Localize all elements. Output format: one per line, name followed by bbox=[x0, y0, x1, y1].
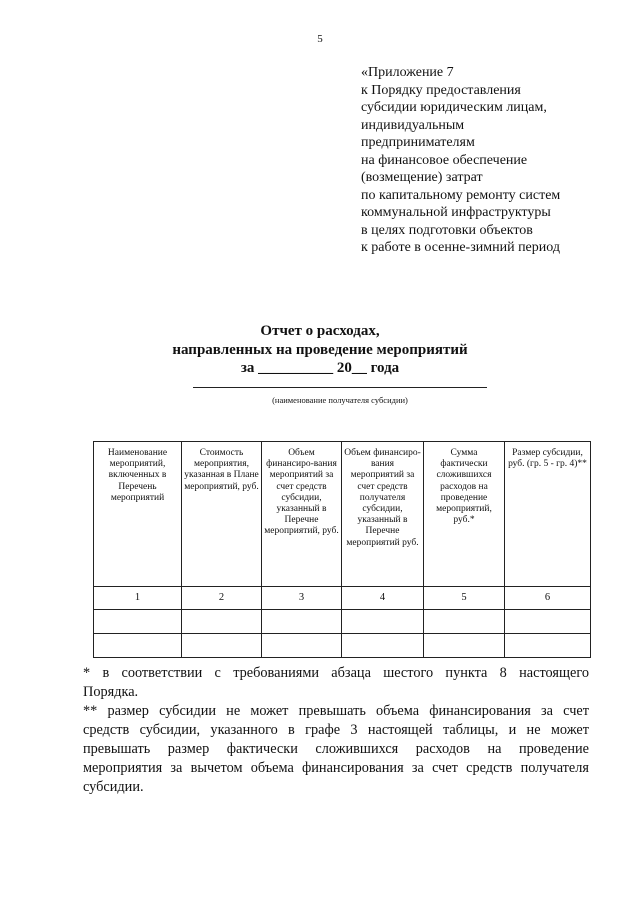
recipient-caption: (наименование получателя субсидии) bbox=[272, 395, 408, 405]
appendix-line: к Порядку предоставления bbox=[361, 82, 521, 98]
table-row bbox=[94, 634, 591, 658]
footnote-1-line: Порядка. bbox=[83, 684, 139, 700]
appendix-line: к работе в осенне-зимний период bbox=[361, 240, 560, 255]
header-cell: Сумма фактически сложившихся расходов на проведение мероприятий, руб.* bbox=[424, 442, 505, 587]
empty-cell bbox=[182, 634, 262, 658]
header-cell: Объем финансиро-вания мероприятий за счет средств субсидии, указанный в Перечне мероприятий, руб. bbox=[262, 442, 342, 587]
appendix-line: коммунальной инфраструктуры bbox=[361, 205, 551, 220]
title-line-3: за __________ 20__ года bbox=[240, 360, 400, 376]
recipient-underline bbox=[193, 387, 487, 388]
page-number: 5 bbox=[317, 33, 323, 45]
appendix-line: (возмещение) затрат bbox=[361, 170, 483, 185]
column-number: 1 bbox=[94, 587, 182, 610]
footnote-2-line: средств субсидии, указанного в графе 3 настоящей таблицы, и не может bbox=[83, 722, 589, 738]
appendix-header bbox=[361, 64, 621, 257]
appendix-line: индивидуальным bbox=[361, 117, 465, 133]
footnote-2-line: субсидии. bbox=[83, 779, 144, 795]
empty-cell bbox=[424, 634, 505, 658]
appendix-line: субсидии юридическим лицам, bbox=[361, 100, 547, 115]
header-cell: Наименование мероприятий, включенных в Перечень мероприятий bbox=[94, 442, 182, 587]
title-line-2: направленных на проведение мероприятий bbox=[172, 341, 468, 358]
footnote-2-line: ** размер субсидии не может превышать объема финансирования за счет bbox=[83, 703, 589, 719]
header-cell: Размер субсидии, руб. (гр. 5 - гр. 4)** bbox=[505, 442, 591, 587]
empty-cell bbox=[182, 610, 262, 634]
column-number: 2 bbox=[182, 587, 262, 610]
footnotes bbox=[83, 664, 589, 797]
appendix-line: на финансовое обеспечение bbox=[361, 152, 528, 168]
table-header-row bbox=[94, 442, 591, 587]
column-number: 4 bbox=[342, 587, 424, 610]
column-number: 6 bbox=[505, 587, 591, 610]
title-line-1: Отчет о расходах, bbox=[260, 323, 380, 339]
footnote-2-line: мероприятия за вычетом объема финансирования за счет средств получателя bbox=[83, 760, 589, 776]
header-cell: Стоимость мероприятия, указанная в Плане мероприятий, руб. bbox=[182, 442, 262, 587]
empty-cell bbox=[94, 634, 182, 658]
appendix-line: «Приложение 7 bbox=[361, 65, 454, 80]
empty-cell bbox=[342, 634, 424, 658]
empty-cell bbox=[505, 610, 591, 634]
footnote-1-line: * в соответствии с требованиями абзаца шестого пункта 8 настоящего bbox=[83, 665, 589, 681]
appendix-line: в целях подготовки объектов bbox=[361, 222, 533, 238]
report-table bbox=[93, 441, 591, 658]
table-row bbox=[94, 610, 591, 634]
empty-cell bbox=[262, 634, 342, 658]
empty-cell bbox=[424, 610, 505, 634]
footnote-2-line: превышать размер фактически сложившихся расходов на проведение bbox=[83, 741, 589, 757]
column-number: 3 bbox=[262, 587, 342, 610]
column-number: 5 bbox=[424, 587, 505, 610]
empty-cell bbox=[94, 610, 182, 634]
column-number-row bbox=[94, 587, 591, 610]
report-title bbox=[0, 322, 640, 378]
empty-cell bbox=[342, 610, 424, 634]
appendix-line: предпринимателям bbox=[361, 135, 475, 150]
empty-cell bbox=[262, 610, 342, 634]
header-cell: Объем финансиро-вания мероприятий за счет средств получателя субсидии, указанный в Перечне мероприятий руб. bbox=[342, 442, 424, 587]
empty-cell bbox=[505, 634, 591, 658]
appendix-line: по капитальному ремонту систем bbox=[361, 187, 561, 203]
